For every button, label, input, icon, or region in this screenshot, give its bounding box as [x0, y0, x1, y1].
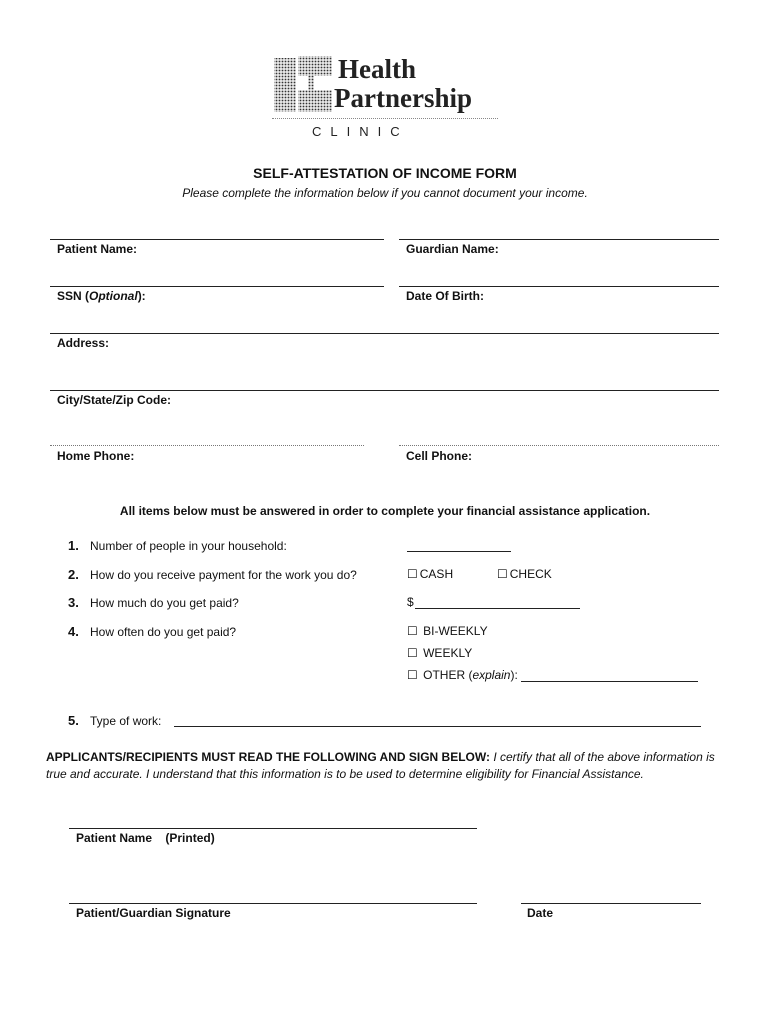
question-2-text: How do you receive payment for the work you do?	[90, 568, 357, 582]
cash-checkbox[interactable]	[407, 567, 453, 581]
check-label: CHECK	[509, 567, 552, 581]
certification-body: I certify that all of the above information is true and accurate. I understand that this information is to be used to determine eligibility for Financial Assistance.	[46, 750, 715, 781]
cell-phone-field[interactable]: Cell Phone:	[406, 449, 473, 463]
question-2-number: 2.	[68, 567, 79, 582]
logo-clinic-text: CLINIC	[312, 124, 409, 139]
biweekly-checkbox[interactable]	[407, 624, 488, 638]
other-explain-input[interactable]	[521, 681, 698, 682]
type-of-work-input[interactable]	[174, 726, 701, 727]
home-phone-field[interactable]: Home Phone:	[57, 449, 135, 463]
form-subtitle: Please complete the information below if you cannot document your income.	[182, 186, 588, 200]
pay-amount-input[interactable]	[415, 608, 580, 609]
checkbox-icon: ☐	[497, 567, 508, 581]
health-partnership-logo-icon	[272, 54, 334, 114]
weekly-label: WEEKLY	[423, 646, 473, 660]
question-4-number: 4.	[68, 624, 79, 639]
weekly-checkbox[interactable]	[407, 646, 472, 660]
checkbox-icon: ☐	[407, 646, 418, 660]
checkbox-icon: ☐	[407, 624, 418, 638]
question-4	[68, 624, 236, 639]
date-field[interactable]: Date	[527, 906, 554, 920]
currency-symbol: $	[407, 595, 414, 609]
date-rule	[521, 903, 701, 904]
dob-field[interactable]: Date Of Birth:	[406, 289, 484, 303]
form-title: SELF-ATTESTATION OF INCOME FORM	[253, 165, 517, 181]
checkbox-icon: ☐	[407, 567, 418, 581]
question-3-number: 3.	[68, 595, 79, 610]
address-rule	[50, 333, 719, 334]
question-1-text: Number of people in your household:	[90, 539, 287, 553]
address-field[interactable]: Address:	[57, 336, 110, 350]
patient-name-rule	[50, 239, 384, 240]
other-label: OTHER (	[423, 668, 473, 682]
printed-name-field[interactable]: Patient Name (Printed)	[76, 831, 215, 845]
ssn-field[interactable]	[57, 289, 146, 303]
question-2	[68, 567, 357, 582]
household-count-input[interactable]	[407, 551, 511, 552]
question-1-number: 1.	[68, 538, 79, 553]
question-3	[68, 595, 239, 610]
check-checkbox[interactable]	[497, 567, 552, 581]
guardian-name-rule	[399, 239, 719, 240]
home-phone-rule	[50, 445, 364, 446]
logo-name-line2: Partnership	[334, 83, 472, 113]
city-state-zip-field[interactable]: City/State/Zip Code:	[57, 393, 172, 407]
ssn-label: SSN (	[57, 289, 90, 303]
ssn-label-end: ):	[137, 289, 146, 303]
cash-label: CASH	[419, 567, 454, 581]
checkbox-icon: ☐	[407, 668, 418, 682]
ssn-rule	[50, 286, 384, 287]
ssn-optional-label: Optional	[89, 289, 138, 303]
question-5	[68, 713, 161, 728]
logo-name-line1: Health	[338, 54, 416, 84]
biweekly-label: BI-WEEKLY	[423, 624, 488, 638]
question-5-text: Type of work:	[90, 714, 162, 728]
dob-rule	[399, 286, 719, 287]
logo-divider	[272, 118, 498, 119]
city-state-zip-rule	[50, 390, 719, 391]
printed-name-rule	[69, 828, 477, 829]
clinic-logo	[272, 52, 502, 142]
guardian-name-field[interactable]: Guardian Name:	[406, 242, 499, 256]
other-label-end: ):	[510, 668, 518, 682]
certification-heading: APPLICANTS/RECIPIENTS MUST READ THE FOLLOWING AND SIGN BELOW:	[46, 750, 490, 764]
instructions-text: All items below must be answered in order to complete your financial assistance application.	[119, 504, 651, 518]
certification-statement	[46, 749, 736, 783]
other-explain-label: explain	[472, 668, 511, 682]
cell-phone-rule	[399, 445, 719, 446]
patient-name-field[interactable]: Patient Name:	[57, 242, 138, 256]
other-checkbox[interactable]	[407, 668, 518, 682]
question-1	[68, 538, 287, 553]
signature-field[interactable]: Patient/Guardian Signature	[76, 906, 231, 920]
question-4-text: How often do you get paid?	[90, 625, 237, 639]
question-3-text: How much do you get paid?	[90, 596, 239, 610]
question-5-number: 5.	[68, 713, 79, 728]
signature-rule	[69, 903, 477, 904]
